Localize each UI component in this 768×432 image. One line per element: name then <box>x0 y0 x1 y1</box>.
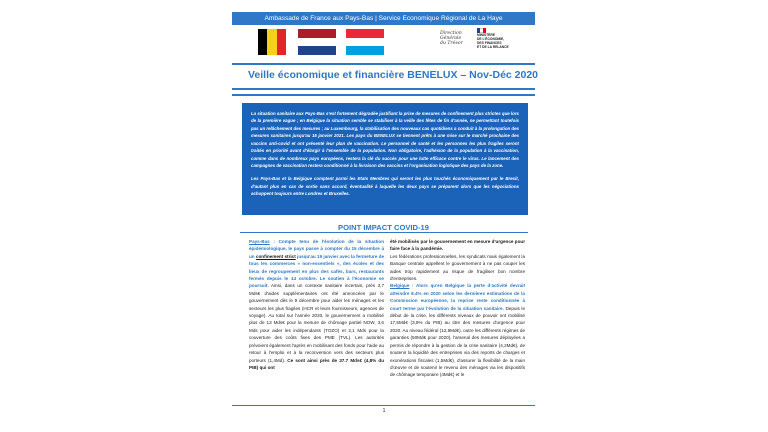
federations-paragraph: Les fédérations professionnelles, les syndicats mais également la Banque centrale appellent le gouvernement à ne pas couper les aides trop rapidement au risque de fragiliser bon nombre d'entreprises. <box>390 253 525 282</box>
document-title: Veille économique et financière BENELUX – Nov-Déc 2020 <box>248 69 539 81</box>
title-bottom-rule-2 <box>232 94 535 96</box>
flag-band <box>258 29 267 55</box>
netherlands-paragraph-cont: été mobilisés par le gouvernement en mesure d'urgence pour faire face à la pandémie. <box>390 239 525 252</box>
ministry-logo <box>477 28 527 50</box>
ministry-logo-text <box>477 34 527 50</box>
section-heading: POINT IMPACT COVID-19 <box>338 223 429 232</box>
text-column-right <box>390 238 525 402</box>
summary-paragraph-1: La situation sanitaire aux Pays-Bas s'est fortement dégradée justifiant la prise de mesures de confinement plus strictes que lors de la première vague ; en Belgique la situation semble se stabiliser à la veille des fêtes de fin d'année, ne permettant toutefois pas un relâchement des mesures ; au Luxembourg, la stabilisation des nouveaux cas quotidiens a conduit à la prolongation des mesures sanitaires jusqu'au 15 janvier 2021. Les pays du BENELUX se tiennent prêts à une mise sur le marché prochaine des vaccins anti-covid et ont présenté leur plan de vaccination. Le personnel de santé et les personnes les plus fragiles seront traités en priorité avant d'élargir à l'ensemble de la population. Non obligatoire, l'adhésion de la population à la vaccination, comme dans de nombreux pays européens, restera la clé du succès pour une lutte efficace contre le virus. Le lancement des campagnes de vaccination restera conditionné à la livraison des vaccins et l'organisation logistique des pays de la zone. <box>251 111 519 169</box>
title-bottom-rule <box>232 88 535 90</box>
summary-box <box>242 103 528 215</box>
belgium-paragraph: Belgique : Alors qu'en Belgique la perte d'activité devrait atteindre 8.4% en 2020 selon les dernières estimations de la Commission européenne, la reprise reste conditionnée à court terme par l'évolution de la situation sanitaire. Depuis le début de la crise, les différents niveaux de pouvoir ont mobilisé 17,5Md€ (3,9% du PIB) au titre des mesures d'urgence pour 2020. Au niveau fédéral (12,8Md€), outre les différents régimes de garanties (50Md€ pour 2020), l'arsenal des mesures déployées a permis de répondre à la gestion de la crise sanitaire (4,2Md€), de soutenir la liquidité des entreprises via des reports de charges et exonérations fiscales (1,5Md€), d'assurer la flexibilité de la main d'œuvre et de soutenir le revenu des ménages via les dispositifs de chômage temporaire (4Md€) et le <box>390 283 525 378</box>
country-label: Pays-Bas <box>249 239 270 244</box>
flag-band <box>298 38 336 47</box>
treasury-signature-logo: Direction Générale du Trésor <box>440 31 463 47</box>
title-top-rule <box>232 63 535 65</box>
text-column-left <box>249 238 384 402</box>
netherlands-paragraph: Pays-Bas : Compte tenu de l'évolution de la situation épidémiologique, le pays passe à compter du 15 décembre à un confinement strict jusqu'au 19 janvier avec la fermeture de tous les commerces « non-essentiels », des écoles et des lieux de regroupement en plus des cafés, bars, restaurants fermés depuis le 14 octobre. Le soutien à l'économie se poursuit. Ainsi, dans un contexte sanitaire incertain, près 3,7 Mds€ d'aides supplémentaires ont été annoncées par le gouvernement dès le 9 décembre pour aider les ménages et les secteurs les plus fragiles (HCR et leurs fournisseurs, agences de voyage). Au total sur l'année 2020, le gouvernement a mobilisé plus de 13 Mds€ pour la mesure de chômage partiel NOW, 3,6 Mds pour aider les indépendants (TOZO) et 2,1 Mds pour la couverture des coûts fixes des PME (TVL). Les autorités prévoient également l'après en mobilisant des fonds pour l'aide au retour à l'emploi et à la reconversion vers des secteurs plus porteurs (1,4Md). Ce sont ainsi près de 37.7 Mds€ (4,8% du PIB) qui ont <box>249 239 384 370</box>
page-number: 1 <box>382 408 386 414</box>
flag-band <box>298 46 336 55</box>
ministry-logo-line: DES FINANCES <box>477 40 502 45</box>
country-label: Belgique <box>390 283 410 289</box>
netherlands-flag <box>298 29 336 55</box>
footer-rule <box>232 405 535 406</box>
luxembourg-flag <box>346 29 384 55</box>
section-rule <box>240 232 528 233</box>
flag-band <box>346 46 384 55</box>
flag-band <box>346 29 384 38</box>
ministry-logo-line: MINISTÈRE <box>477 33 495 37</box>
flag-band <box>277 29 286 55</box>
flag-band <box>298 29 336 38</box>
embassy-banner: Ambassade de France aux Pays-Bas | Service Economique Régional de La Haye <box>232 12 535 25</box>
ministry-logo-line: DE L'ÉCONOMIE, <box>477 36 505 41</box>
flag-band <box>346 38 384 47</box>
ministry-logo-line: ET DE LA RELANCE <box>477 44 509 49</box>
flag-band <box>267 29 276 55</box>
belgium-flag <box>258 29 286 55</box>
summary-paragraph-2: Les Pays-Bas et la Belgique comptent parmi les Etats Membres qui seront les plus touchés économiquement par le Brexit, d'autant plus en cas de sortie sans accord, éventualité à laquelle les deux pays se préparent alors que les négociations achoppent toujours entre Londres et Bruxelles. <box>251 176 519 197</box>
